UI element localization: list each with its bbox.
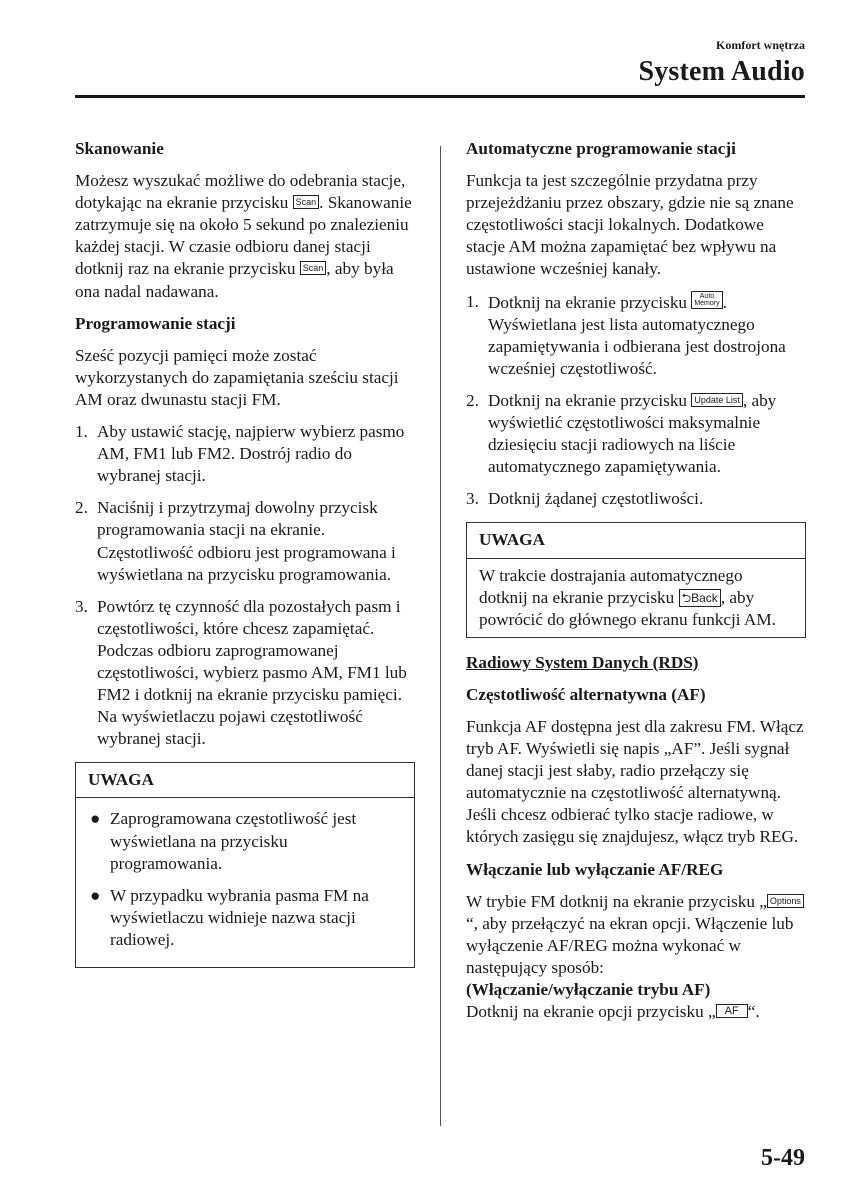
list-item: 1. Dotknij na ekranie przycisku Auto Memory . Wyświetlana jest lista automatycznego zapamiętywania i odbierana jest dostrojona wcześniej częstotliwość.: [466, 291, 786, 378]
heading-rds: Radiowy System Danych (RDS): [466, 652, 699, 672]
heading-scan: Skanowanie: [75, 139, 164, 158]
bullet-icon: ●: [90, 809, 101, 829]
heading-af: Częstotliwość alternatywna (AF): [466, 684, 706, 704]
list-item: 2. Dotknij na ekranie przycisku Update List , aby wyświetlić częstotliwości maksymalnie dziesięciu stacji radiowych na liście automatycznego zapamiętywania.: [466, 390, 777, 477]
page-title: System Audio: [638, 56, 805, 87]
scan-button-icon: Scan: [293, 195, 320, 209]
left-column: [75, 138, 415, 982]
af-paragraph: Funkcja AF dostępna jest dla zakresu FM. Włącz tryb AF. Wyświetli się napis „AF”. Jeśli sygnał danej stacji jest słaby, radio przełączy się automatycznie na częstotliwość alternatywną. Jeśli chcesz odbierać tylko stacje radiowe, w których zasięgu się znajdujesz, włącz tryb REG.: [466, 716, 804, 847]
note-title: UWAGA: [467, 523, 805, 558]
note-box: [466, 522, 806, 637]
note-title: UWAGA: [76, 763, 414, 798]
af-reg-paragraph: W trybie FM dotknij na ekranie przycisku „ Options“, aby przełączyć na ekran opcji. Włączenie lub wyłączenie AF/REG można wykonać w następujący sposób: (Włączanie/wyłączanie trybu AF) Dotknij na ekranie opcji przycisku „ AF “.: [466, 891, 806, 1024]
page-number: 5-49: [761, 1145, 805, 1171]
list-item: 3. Dotknij żądanej częstotliwości.: [466, 489, 704, 509]
heading-programming: Programowanie stacji: [75, 313, 236, 333]
list-item: 2. Naciśnij i przytrzymaj dowolny przycisk programowania stacji na ekranie. Częstotliwość odbioru jest programowana i wyświetlana na przycisku programowania.: [75, 498, 396, 584]
heading-auto-programming: Automatyczne programowanie stacji: [466, 139, 736, 158]
auto-steps: [466, 291, 806, 511]
list-item: 1. Aby ustawić stację, najpierw wybierz pasmo AM, FM1 lub FM2. Dostrój radio do wybranej stacji.: [75, 422, 405, 486]
auto-paragraph: Funkcja ta jest szczególnie przydatna przy przejeżdżaniu przez obszary, gdzie nie są znane częstotliwości stacji lokalnych. Dodatkowe stacje AM można zapamiętać bez wpływu na ustawione wcześniej kanały.: [466, 171, 794, 279]
options-button-icon: Options: [767, 894, 804, 908]
bullet-icon: ●: [90, 885, 101, 905]
list-item: ● Zaprogramowana częstotliwość jest wyświetlana na przycisku programowania.: [88, 808, 402, 874]
note-box: [75, 762, 415, 968]
right-column: [466, 138, 806, 1033]
scan-paragraph: Możesz wyszukać możliwe do odebrania stacje, dotykając na ekranie przycisku Scan . Skanowanie zatrzymuje się na około 5 sekund po znalezieniu każdej stacji. W czasie odbioru danej stacji dotknij raz na ekranie przycisku Scan , aby była ona nadal nadawana.: [75, 171, 412, 301]
note-text: W trakcie dostrajania automatycznego dotknij na ekranie przycisku ⮌Back , aby powrócić do głównego ekranu funkcji AM.: [479, 565, 776, 629]
update-list-button-icon: Update List: [691, 393, 743, 407]
programming-paragraph: Sześć pozycji pamięci może zostać wykorzystanych do zapamiętania sześciu stacji AM oraz dwunastu stacji FM.: [75, 345, 399, 409]
auto-memory-button-icon: Auto Memory: [691, 291, 722, 309]
af-mode-subheading: (Włączanie/wyłączanie trybu AF): [466, 980, 711, 999]
programming-steps: [75, 421, 415, 750]
page-header-section: Komfort wnętrza: [716, 38, 805, 52]
heading-af-reg: Włączanie lub wyłączanie AF/REG: [466, 859, 724, 879]
header-rule: [75, 95, 805, 98]
column-divider: [440, 146, 441, 1126]
back-button-icon: ⮌Back: [679, 589, 721, 607]
af-button-icon: AF: [716, 1004, 748, 1018]
list-item: ● W przypadku wybrania pasma FM na wyświetlaczu widnieje nazwa stacji radiowej.: [88, 885, 402, 951]
scan-button-icon: Scan: [300, 261, 327, 275]
list-item: 3. Powtórz tę czynność dla pozostałych pasm i częstotliwości, które chcesz zapamiętać. Podczas odbioru zaprogramowanej częstotliwości, wybierz pasmo AM, FM1 lub FM2 i dotknij na ekranie przycisku pamięci. Na wyświetlaczu pojawi częstotliwość wybranej stacji.: [75, 596, 407, 749]
